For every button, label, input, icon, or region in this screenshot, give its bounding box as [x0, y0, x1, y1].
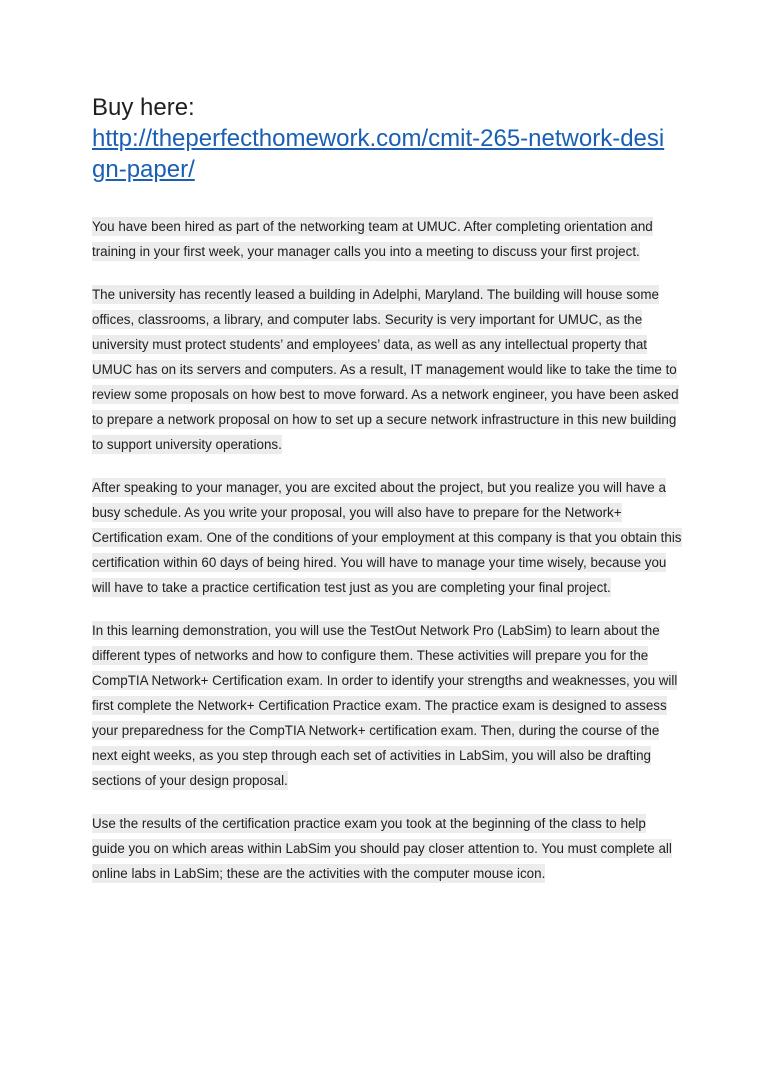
paragraph-learning-demonstration — [92, 618, 682, 793]
paragraph-schedule — [92, 475, 682, 600]
paragraph-text: You have been hired as part of the networking team at UMUC. After completing orientation and training in your first week, your manager calls you into a meeting to discuss your first project. — [92, 219, 653, 259]
purchase-link[interactable]: http://theperfecthomework.com/cmit-265-network-design-paper/ — [92, 125, 665, 183]
paragraph-building — [92, 282, 682, 457]
paragraph-text: Use the results of the certification practice exam you took at the beginning of the class to help guide you on which areas within LabSim you should pay closer attention to. You must complete all online labs in LabSim; these are the activities with the computer mouse icon. — [92, 816, 672, 881]
paragraph-text: The university has recently leased a building in Adelphi, Maryland. The building will house some offices, classrooms, a library, and computer labs. Security is very important for UMUC, as the university must protect students’ and employees’ data, as well as any intellectual property that UMUC has on its servers and computers. As a result, IT management would like to take the time to review some proposals on how best to move forward. As a network engineer, you have been asked to prepare a network proposal on how to set up a secure network infrastructure in this new building to support university operations. — [92, 287, 679, 452]
buy-here-heading: Buy here: — [92, 94, 195, 121]
paragraph-practice-exam — [92, 811, 682, 886]
document-page — [92, 92, 682, 886]
paragraph-text: After speaking to your manager, you are excited about the project, but you realize you will have a busy schedule. As you write your proposal, you will also have to prepare for the Network+ Certification exam. One of the conditions of your employment at this company is that you obtain this certification within 60 days of being hired. You will have to manage your time wisely, because you will have to take a practice certification test just as you are completing your final project. — [92, 480, 682, 595]
paragraph-intro — [92, 214, 682, 264]
paragraph-text: In this learning demonstration, you will use the TestOut Network Pro (LabSim) to learn about the different types of networks and how to configure them. These activities will prepare you for the CompTIA Network+ Certification exam. In order to identify your strengths and weaknesses, you will first complete the Network+ Certification Practice exam. The practice exam is designed to assess your preparedness for the CompTIA Network+ certification exam. Then, during the course of the next eight weeks, as you step through each set of activities in LabSim, you will also be drafting sections of your design proposal. — [92, 623, 678, 788]
